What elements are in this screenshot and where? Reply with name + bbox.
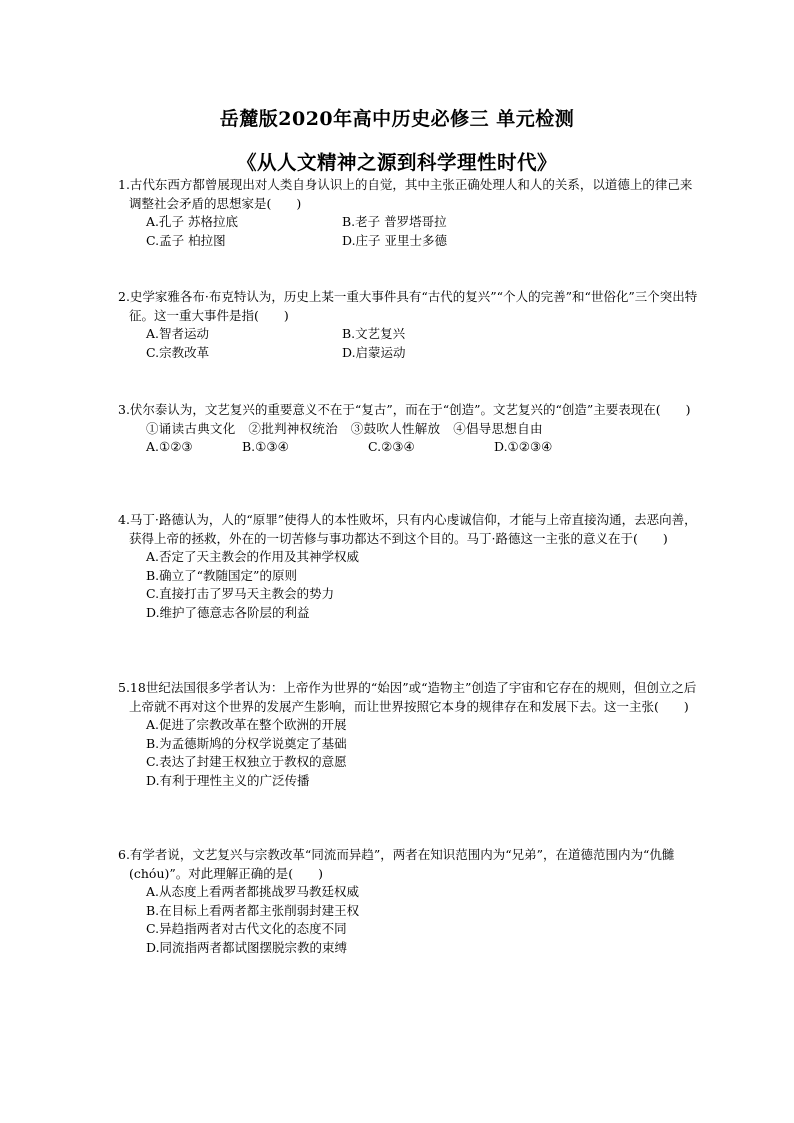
question-6 [118,846,698,958]
option-d: D.有利于理性主义的广泛传播 [146,772,310,788]
option-b: B.①③④ [242,439,289,455]
question-2 [118,288,698,362]
option-d: D.启蒙运动 [342,344,406,360]
statement-items: ①诵读古典文化 ②批判神权统治 ③鼓吹人性解放 ④倡导思想自由 [146,420,543,436]
question-5 [118,679,698,791]
question-stem: 5.18世纪法国很多学者认为：上帝作为世界的“始因”或“造物主”创造了宇宙和它存在的规则，但创立之后上帝就不再对这个世界的发展产生影响，而让世界按照它本身的规律存在和发展下去。这一主张( ) [118,680,697,714]
option-a: A.①②③ [146,439,193,455]
options [118,325,698,362]
option-b: B.老子 普罗塔哥拉 [342,214,447,230]
option-b: B.文艺复兴 [342,326,406,342]
question-stem: 3.伏尔泰认为，文艺复兴的重要意义不在于“复古”，而在于“创造”。文艺复兴的“创造”主要表现在( ) [118,402,691,417]
option-d: D.①②③④ [494,439,553,455]
option-c: C.宗教改革 [146,344,210,360]
option-a: A.从态度上看两者都挑战罗马教廷权威 [146,884,360,900]
option-b: B.确立了“教随国定”的原则 [146,567,297,583]
question-stem: 2.史学家雅各布·布克特认为，历史上某一重大事件具有“古代的复兴”“个人的完善”和“世俗化”三个突出特征。这一重大事件是指( ) [118,289,698,323]
question-3 [118,401,698,457]
option-a: A.促进了宗教改革在整个欧洲的开展 [146,717,347,733]
option-c: C.孟子 柏拉图 [146,232,226,248]
option-b: B.在目标上看两者都主张削弱封建王权 [146,902,360,918]
option-d: D.庄子 亚里士多德 [342,232,448,248]
option-c: C.②③④ [368,439,415,455]
question-stem: 6.有学者说，文艺复兴与宗教改革“同流而异趋”，两者在知识范围内为“兄弟”，在道德范围内为“仇雠(chóu)”。对此理解正确的是( ) [118,847,675,881]
option-d: D.维护了德意志各阶层的利益 [146,604,310,620]
question-stem: 1.古代东西方都曾展现出对人类自身认识上的自觉，其中主张正确处理人和人的关系，以道德上的律己来调整社会矛盾的思想家是( ) [118,177,693,211]
document-subtitle: 《从人文精神之源到科学理性时代》 [236,151,557,174]
option-a: A.孔子 苏格拉底 [146,214,238,230]
document-title: 岳麓版2020年高中历史必修三 单元检测 [219,108,575,130]
question-stem: 4.马丁·路德认为，人的“原罪”使得人的本性败坏，只有内心虔诚信仰，才能与上帝直接沟通，去恶向善，获得上帝的拯救，外在的一切苦修与事功都达不到这个目的。马丁·路德这一主张的意义在于( ) [118,512,697,546]
option-c: C.表达了封建王权独立于教权的意愿 [146,754,347,770]
options [118,438,698,457]
options [118,213,698,250]
question-1 [118,176,698,250]
question-4 [118,511,698,623]
option-d: D.同流指两者都试图摆脱宗教的束缚 [146,939,348,955]
option-b: B.为孟德斯鸠的分权学说奠定了基础 [146,735,347,751]
option-c: C.直接打击了罗马天主教会的势力 [146,586,335,602]
option-a: A.否定了天主教会的作用及其神学权威 [146,549,360,565]
option-a: A.智者运动 [146,326,210,342]
option-c: C.异趋指两者对古代文化的态度不同 [146,921,347,937]
